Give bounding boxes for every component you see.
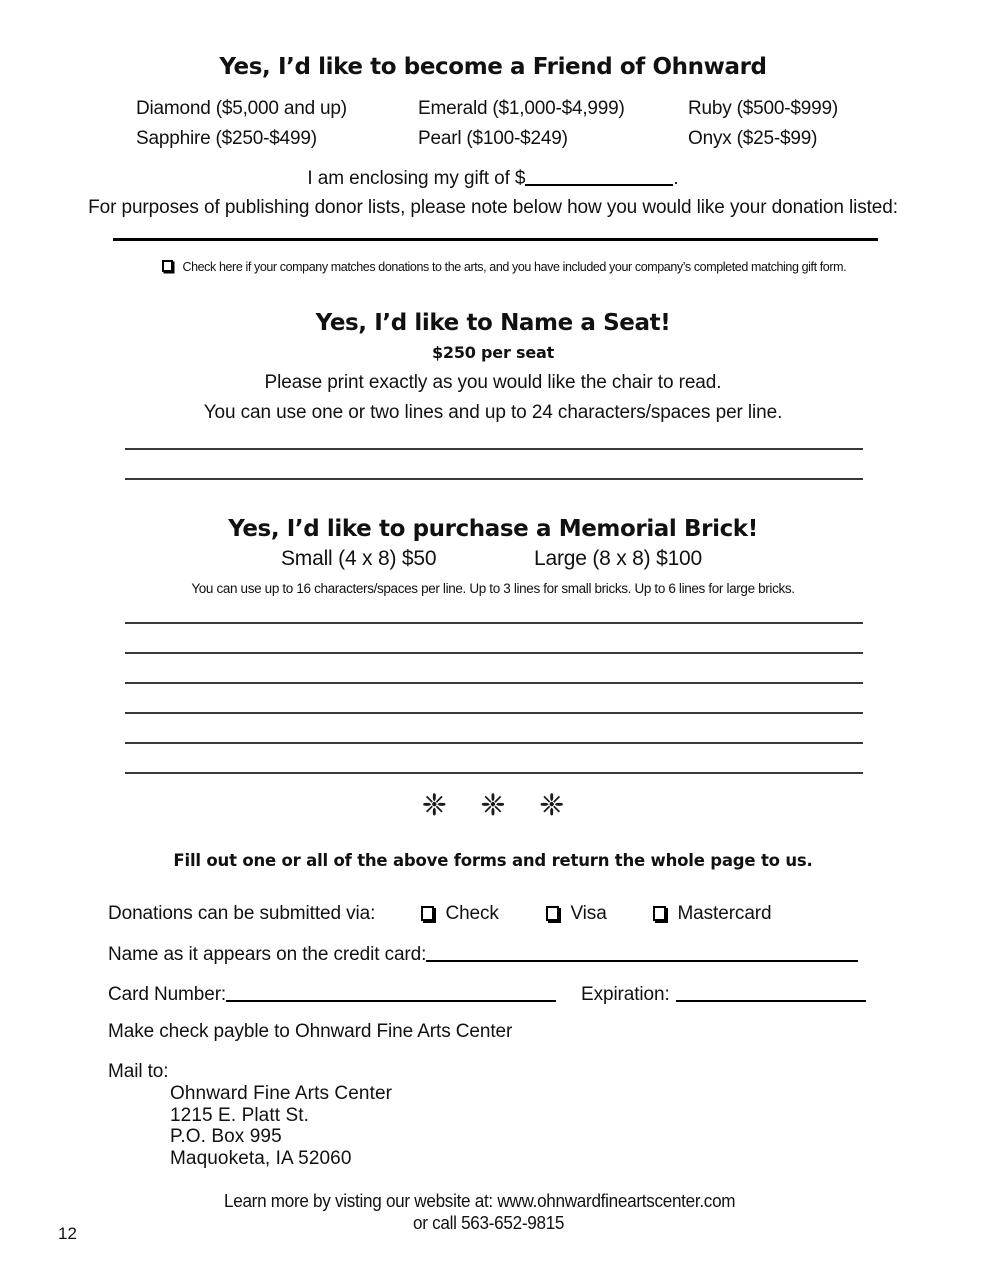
- brick-input-line-1[interactable]: [125, 622, 863, 624]
- page-number: 12: [58, 1224, 77, 1243]
- brick-option-large[interactable]: Large (8 x 8) $100: [534, 547, 703, 570]
- address-line-organization: Ohnward Fine Arts Center: [170, 1083, 393, 1104]
- visa-checkbox[interactable]: [546, 906, 559, 921]
- name-on-card-input[interactable]: [426, 943, 858, 962]
- payment-method-mastercard[interactable]: [653, 903, 771, 925]
- brick-input-line-3[interactable]: [125, 682, 863, 684]
- friend-section-heading: Yes, I’d like to become a Friend of Ohnward: [219, 54, 767, 80]
- gift-amount-prefix: I am enclosing my gift of $: [307, 168, 526, 189]
- gift-amount-input[interactable]: [525, 167, 673, 186]
- footer-website-text[interactable]: Learn more by visting our website at: www.ohnwardfineartscenter.com: [223, 1191, 736, 1211]
- tier-option-diamond[interactable]: Diamond ($5,000 and up): [136, 98, 347, 119]
- payment-method-visa[interactable]: [546, 903, 607, 925]
- check-label: Check: [445, 903, 499, 924]
- footer-website-line: [0, 1191, 986, 1212]
- flower-ornament-divider: ❈ ❈ ❈: [421, 788, 577, 823]
- brick-section-heading: Yes, I’d like to purchase a Memorial Brick!: [228, 516, 758, 542]
- seat-instruction-line-limit: You can use one or two lines and up to 24 characters/spaces per line.: [203, 402, 783, 423]
- address-line-po-box: P.O. Box 995: [170, 1126, 282, 1147]
- card-number-input[interactable]: [226, 983, 556, 1002]
- card-number-row: [108, 983, 556, 1006]
- gift-amount-suffix: .: [673, 168, 679, 189]
- seat-price: $250 per seat: [431, 343, 555, 362]
- tier-option-emerald[interactable]: Emerald ($1,000-$4,999): [418, 98, 625, 119]
- tier-option-sapphire[interactable]: Sapphire ($250-$499): [136, 128, 317, 149]
- address-line-city-state-zip: Maquoketa, IA 52060: [170, 1147, 352, 1169]
- expiration-input[interactable]: [676, 983, 866, 1002]
- mailing-address-block: [170, 1083, 392, 1169]
- brick-instruction: You can use up to 16 characters/spaces per line. Up to 3 lines for small bricks. Up to 6 lines for large bricks.: [191, 581, 795, 596]
- seat-section-heading: Yes, I’d like to Name a Seat!: [315, 310, 671, 336]
- brick-input-line-5[interactable]: [125, 742, 863, 744]
- seat-input-line-2[interactable]: [125, 478, 863, 480]
- payment-method-check[interactable]: [421, 903, 499, 925]
- name-on-card-row: [108, 943, 858, 966]
- tier-option-pearl[interactable]: Pearl ($100-$249): [418, 128, 568, 149]
- mastercard-label: Mastercard: [677, 903, 772, 924]
- gift-amount-row: [0, 167, 986, 190]
- submitted-via-label: Donations can be submitted via:: [108, 903, 376, 924]
- brick-input-line-2[interactable]: [125, 652, 863, 654]
- address-line-street: 1215 E. Platt St.: [170, 1104, 310, 1126]
- check-payable-note: Make check payble to Ohnward Fine Arts Center: [108, 1021, 513, 1042]
- card-number-label: Card Number:: [108, 984, 227, 1005]
- matching-gift-row[interactable]: [162, 258, 846, 276]
- footer-phone-line: [0, 1213, 986, 1234]
- seat-instruction-print-exactly: Please print exactly as you would like the chair to read.: [264, 372, 722, 393]
- name-on-card-label: Name as it appears on the credit card:: [108, 944, 427, 965]
- mail-to-label: Mail to:: [108, 1061, 169, 1082]
- expiration-row: [581, 983, 866, 1006]
- visa-label: Visa: [570, 903, 607, 924]
- seat-input-line-1[interactable]: [125, 448, 863, 450]
- mastercard-checkbox[interactable]: [653, 906, 666, 921]
- check-checkbox[interactable]: [421, 906, 434, 921]
- footer-phone-text: or call 563-652-9815: [413, 1213, 565, 1233]
- brick-input-line-4[interactable]: [125, 712, 863, 714]
- tier-option-ruby[interactable]: Ruby ($500-$999): [688, 98, 838, 119]
- brick-input-line-6[interactable]: [125, 772, 863, 774]
- return-instruction-note: Fill out one or all of the above forms and return the whole page to us.: [173, 851, 813, 870]
- matching-gift-label: Check here if your company matches donations to the arts, and you have included your company’s completed matching gift form.: [182, 260, 847, 274]
- tier-option-onyx[interactable]: Onyx ($25-$99): [688, 128, 818, 149]
- donor-listing-input-line[interactable]: [113, 238, 878, 241]
- matching-gift-checkbox[interactable]: [162, 260, 173, 272]
- brick-option-small[interactable]: Small (4 x 8) $50: [281, 547, 437, 570]
- expiration-label: Expiration:: [581, 984, 670, 1005]
- donor-list-note: For purposes of publishing donor lists, please note below how you would like your donation listed:: [88, 197, 898, 218]
